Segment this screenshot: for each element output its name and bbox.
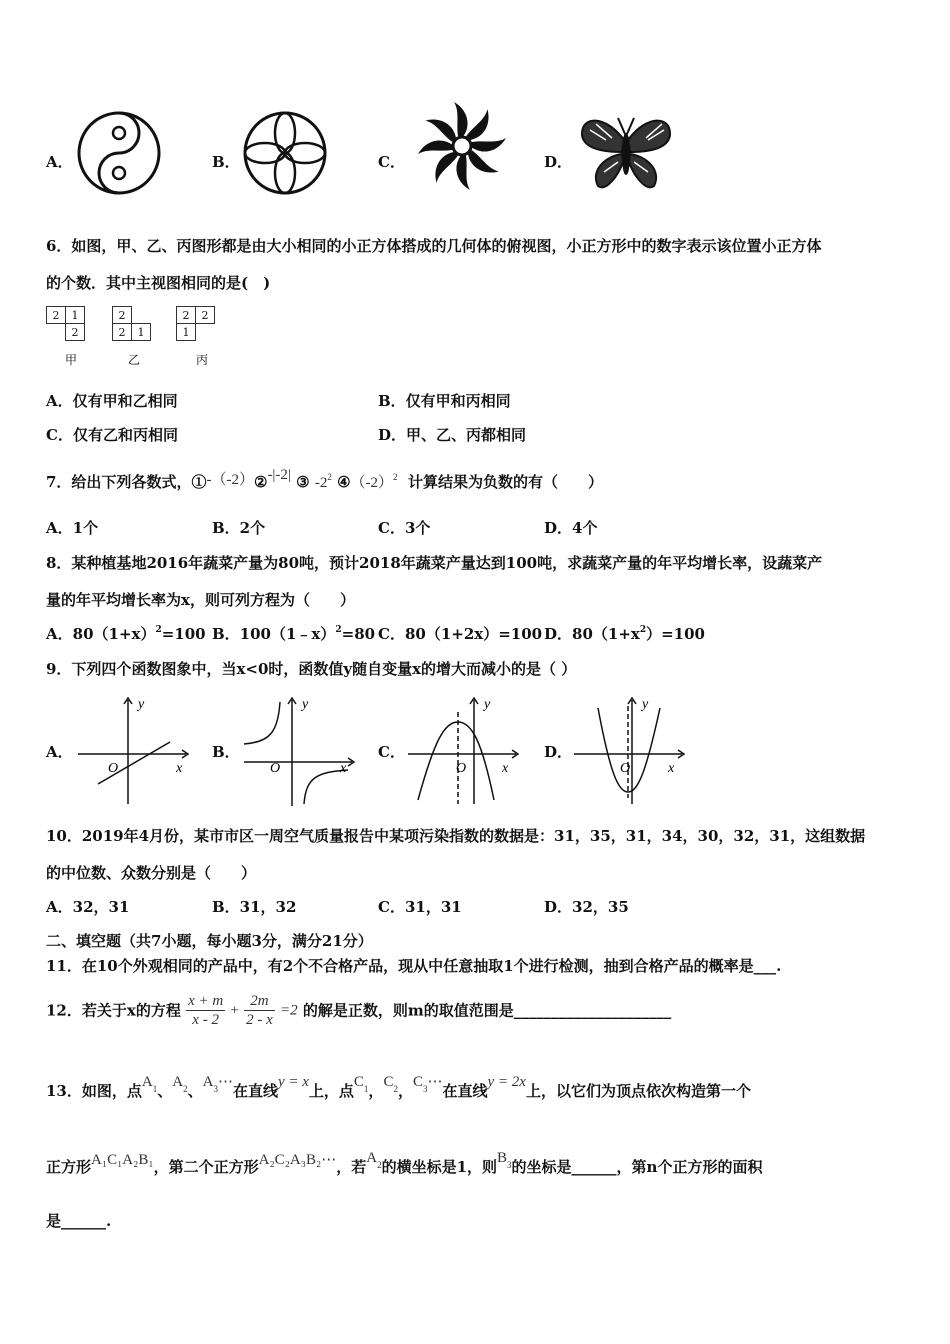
x-axis-label: x <box>502 761 509 776</box>
q7-stem: 7．给出下列各数式，①-（-2）②-|-2| ③ $-2^2$ $④(-2)^2$ 计算结果为负数的有（ ） <box>46 467 603 491</box>
grid-cell: 2 <box>113 324 132 341</box>
grid-cell: 1 <box>66 307 85 324</box>
q10-option-d: D．32，35 <box>544 898 629 916</box>
q6-grid-bing <box>176 306 215 341</box>
q9-graph-a-linear <box>74 692 194 812</box>
q5-option-b-label: B． <box>212 153 240 171</box>
q8-stem-line2: 量的年平均增长率为x，则可列方程为（ ） <box>46 591 355 609</box>
grid-cell: 1 <box>132 324 151 341</box>
q6-option-b: B．仅有甲和丙相同 <box>378 392 511 410</box>
q10-option-a: A．32，31 <box>46 898 130 916</box>
q10-stem-line2: 的中位数、众数分别是（ ） <box>46 864 257 882</box>
y-axis-label: y <box>302 697 309 712</box>
q7-option-c: C．3个 <box>378 519 431 537</box>
q6-grid-yi-label: 乙 <box>128 353 141 367</box>
origin-label: O <box>270 761 281 776</box>
q10-option-b: B．31，32 <box>212 898 297 916</box>
q7-option-d: D．4个 <box>544 519 598 537</box>
q6-option-d: D．甲、乙、丙都相同 <box>378 426 527 444</box>
q13-line3: 是______. <box>46 1212 112 1230</box>
q5-option-d-label: D． <box>544 153 573 171</box>
q6-stem-line2: 的个数．其中主视图相同的是( ) <box>46 274 271 292</box>
x-axis-label: x <box>176 761 183 776</box>
q9-option-b-label: B． <box>212 743 240 761</box>
pinwheel-flower-icon <box>412 98 512 194</box>
q12-fraction-1: $\frac{x + m}{x - 2}$ <box>188 993 224 1028</box>
origin-label: O <box>456 761 467 776</box>
butterfly-icon <box>576 110 676 196</box>
q6-stem-line1: 6．如图，甲、乙、丙图形都是由大小相同的小正方体搭成的几何体的俯视图，小正方形中的数字表示该位置小正方体 <box>46 237 822 255</box>
q9-graph-d-parabola-up <box>570 692 690 812</box>
q13-line1: 13．如图，点$A^1$、$A^2$、$A^3\cdots$在直线y = x上，点$C^1$，$C^2$，$C^3\cdots$在直线y = 2x上，以它们为顶点依次构造第一个 <box>46 1074 751 1100</box>
x-axis-label: x <box>668 761 675 776</box>
q8-stem-line1: 8．某种植基地2016年蔬菜产量为80吨，预计2018年蔬菜产量达到100吨，求蔬菜产量的年平均增长率，设蔬菜产 <box>46 554 823 572</box>
origin-label: O <box>620 761 631 776</box>
y-axis-label: y <box>138 697 145 712</box>
q9-graph-c-parabola-down <box>404 692 524 812</box>
grid-cell: 2 <box>113 307 132 324</box>
q6-option-a: A．仅有甲和乙相同 <box>46 392 178 410</box>
q9-option-a-label: A． <box>46 743 73 761</box>
q12-stem: 12．若关于x的方程 $\frac{x + m}{x - 2}$ + $\frac{2m}{2 - x}$ =2 的解是正数，则m的取值范围是_____________________ <box>46 993 672 1028</box>
q5-option-a-label: A． <box>46 153 73 171</box>
y-axis-label: y <box>484 697 491 712</box>
section-2-heading: 二、填空题（共7小题，每小题3分，满分21分） <box>46 932 373 950</box>
q9-option-c-label: C． <box>378 743 405 761</box>
q10-stem-line1: 10．2019年4月份，某市市区一周空气质量报告中某项污染指数的数据是：31，35，31，34，30，32，31，这组数据 <box>46 827 866 845</box>
q7-option-b: B．2个 <box>212 519 266 537</box>
q8-option-a: A．$80(1+x)^2=100$ <box>46 625 206 643</box>
q5-option-c-label: C． <box>378 153 405 171</box>
q8-option-d: D．$80(1+x^2)=100$ <box>544 625 705 643</box>
q8-option-b: B．100（1﹣x）$^2$=80 <box>212 625 376 643</box>
q9-option-d-label: D． <box>544 743 573 761</box>
y-axis-label: y <box>642 697 649 712</box>
q9-stem: 9．下列四个函数图象中，当x<0时，函数值y随自变量x的增大而减小的是（ ） <box>46 660 577 678</box>
grid-cell: 2 <box>177 307 196 324</box>
q10-option-c: C．31，31 <box>378 898 462 916</box>
origin-label: O <box>108 761 119 776</box>
grid-cell: 2 <box>196 307 215 324</box>
q9-graph-b-hyperbola <box>240 692 360 812</box>
grid-cell: 2 <box>66 324 85 341</box>
x-axis-label: x <box>340 761 347 776</box>
q6-grid-jia <box>46 306 85 341</box>
yin-yang-icon <box>76 108 166 196</box>
q6-grid-bing-label: 丙 <box>196 353 209 367</box>
q8-option-c: C．80（1+2x）=100 <box>378 625 543 643</box>
q7-option-a: A．1个 <box>46 519 99 537</box>
q6-option-c: C．仅有乙和丙相同 <box>46 426 178 444</box>
four-petal-flower-icon <box>238 110 334 196</box>
grid-cell: 1 <box>177 324 196 341</box>
q6-grid-jia-label: 甲 <box>65 353 78 367</box>
q12-fraction-2: $\frac{2m}{2 - x}$ <box>246 993 273 1028</box>
q13-line2: 正方形A₁C₁A₂B₁，第二个正方形A₂C₂A₃B₂⋯，若$A^2$的横坐标是1，则$B^3$的坐标是______，第n个正方形的面积 <box>46 1150 763 1176</box>
q6-grid-yi <box>112 306 151 341</box>
grid-cell: 2 <box>47 307 66 324</box>
q11-stem: 11．在10个外观相同的产品中，有2个不合格产品，现从中任意抽取1个进行检测，抽到合格产品的概率是___. <box>46 957 782 975</box>
